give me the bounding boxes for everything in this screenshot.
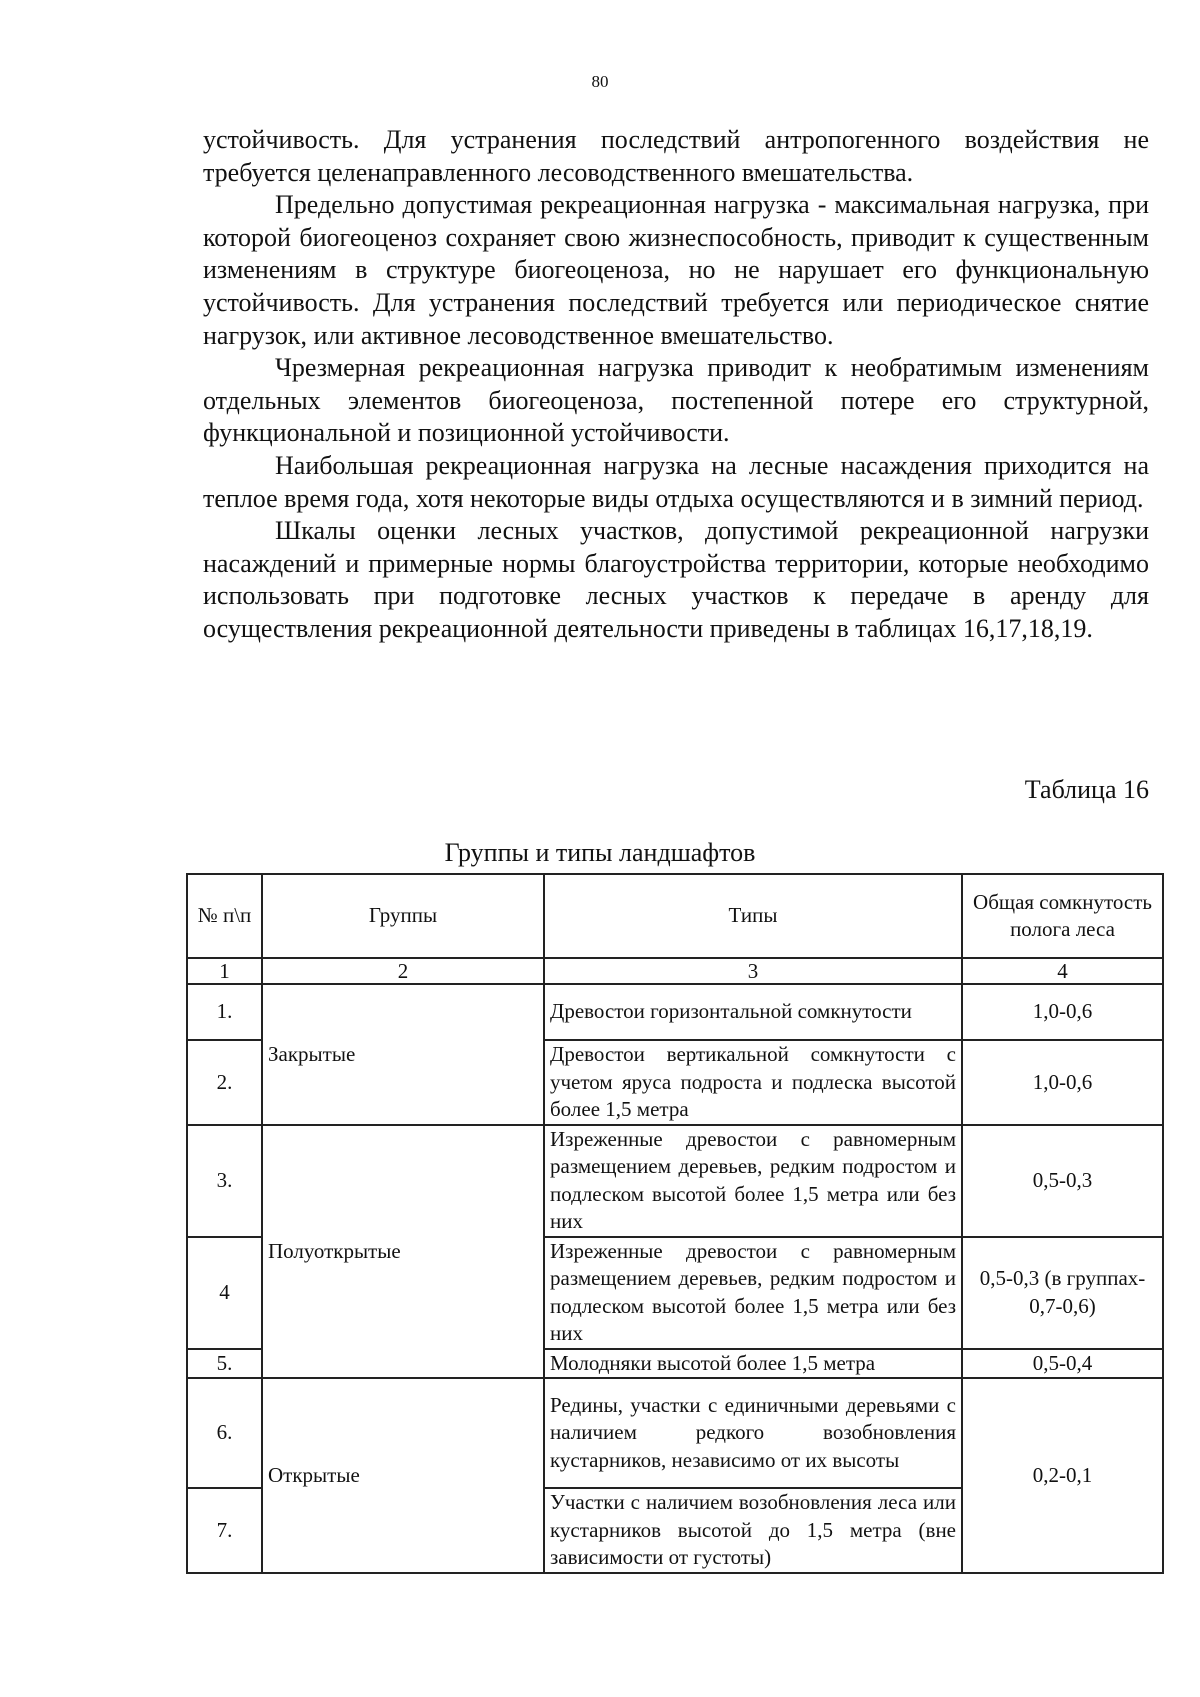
table-row	[187, 1125, 1163, 1237]
column-index-row	[187, 958, 1163, 984]
type-cell: Участки с наличием возобновления леса или кустарников высотой до 1,5 метра (вне зависимости от густоты)	[544, 1488, 962, 1573]
body-text	[203, 124, 1149, 646]
density-cell: 0,5-0,4	[962, 1349, 1163, 1379]
type-cell: Изреженные древостои с равномерным размещением деревьев, редким подростом и подлеском высотой более 1,5 метра или без них	[544, 1125, 962, 1237]
row-num: 4	[187, 1237, 262, 1349]
table-title: Группы и типы ландшафтов	[444, 838, 756, 867]
type-cell: Древостои вертикальной сомкнутости с учетом яруса подроста и подлеска высотой более 1,5 метра	[544, 1040, 962, 1125]
landscape-table	[186, 873, 1164, 1574]
column-index: 4	[962, 958, 1163, 984]
header-types: Типы	[544, 874, 962, 958]
paragraph: Предельно допустимая рекреационная нагрузка - максимальная нагрузка, при которой биогеоценоз сохраняет свою жизнеспособность, приводит к существенным изменениям в структуре биогеоценоза, но не нарушает его функциональную устойчивость. Для устранения последствий требуется или периодическое снятие нагрузок, или активное лесоводственное вмешательство.	[203, 190, 1149, 350]
row-num: 6.	[187, 1378, 262, 1488]
row-num: 7.	[187, 1488, 262, 1573]
type-cell: Древостои горизонтальной сомкнутости	[544, 984, 962, 1040]
column-index: 3	[544, 958, 962, 984]
header-num: № п\п	[187, 874, 262, 958]
table-row	[187, 984, 1163, 1040]
paragraph: Чрезмерная рекреационная нагрузка приводит к необратимым изменениям отдельных элементов биогеоценоза, постепенной потере его структурной, функциональной и позиционной устойчивости.	[203, 353, 1149, 448]
header-density: Общая сомкнутость полога леса	[962, 874, 1163, 958]
page-number: 80	[591, 72, 609, 91]
group-cell: Открытые	[262, 1378, 544, 1573]
column-index: 1	[187, 958, 262, 984]
row-num: 3.	[187, 1125, 262, 1237]
paragraph: Шкалы оценки лесных участков, допустимой рекреационной нагрузки насаждений и примерные нормы благоустройства территории, которые необходимо использовать при подготовке лесных участков к передаче в аренду для осуществления рекреационной деятельности приведены в таблицах 16,17,18,19.	[203, 516, 1149, 643]
density-cell: 1,0-0,6	[962, 984, 1163, 1040]
row-num: 5.	[187, 1349, 262, 1379]
type-cell: Молодняки высотой более 1,5 метра	[544, 1349, 962, 1379]
type-cell: Изреженные древостои с равномерным размещением деревьев, редким подростом и подлеском высотой более 1,5 метра или без них	[544, 1237, 962, 1349]
column-index: 2	[262, 958, 544, 984]
table-label: Таблица 16	[1024, 775, 1149, 804]
paragraph: Наибольшая рекреационная нагрузка на лесные насаждения приходится на теплое время года, хотя некоторые виды отдыха осуществляются и в зимний период.	[203, 450, 1149, 513]
table-row	[187, 1378, 1163, 1488]
table-header-row	[187, 874, 1163, 958]
row-num: 1.	[187, 984, 262, 1040]
type-cell: Редины, участки с единичными деревьями с наличием редкого возобновления кустарников, независимо от их высоты	[544, 1378, 962, 1488]
row-num: 2.	[187, 1040, 262, 1125]
group-cell: Полуоткрытые	[262, 1125, 544, 1379]
density-cell: 1,0-0,6	[962, 1040, 1163, 1125]
density-cell: 0,5-0,3	[962, 1125, 1163, 1237]
density-cell: 0,2-0,1	[962, 1378, 1163, 1573]
header-groups: Группы	[262, 874, 544, 958]
density-cell: 0,5-0,3 (в группах- 0,7-0,6)	[962, 1237, 1163, 1349]
paragraph: устойчивость. Для устранения последствий антропогенного воздействия не требуется целенаправленного лесоводственного вмешательства.	[203, 125, 1149, 187]
group-cell: Закрытые	[262, 984, 544, 1125]
